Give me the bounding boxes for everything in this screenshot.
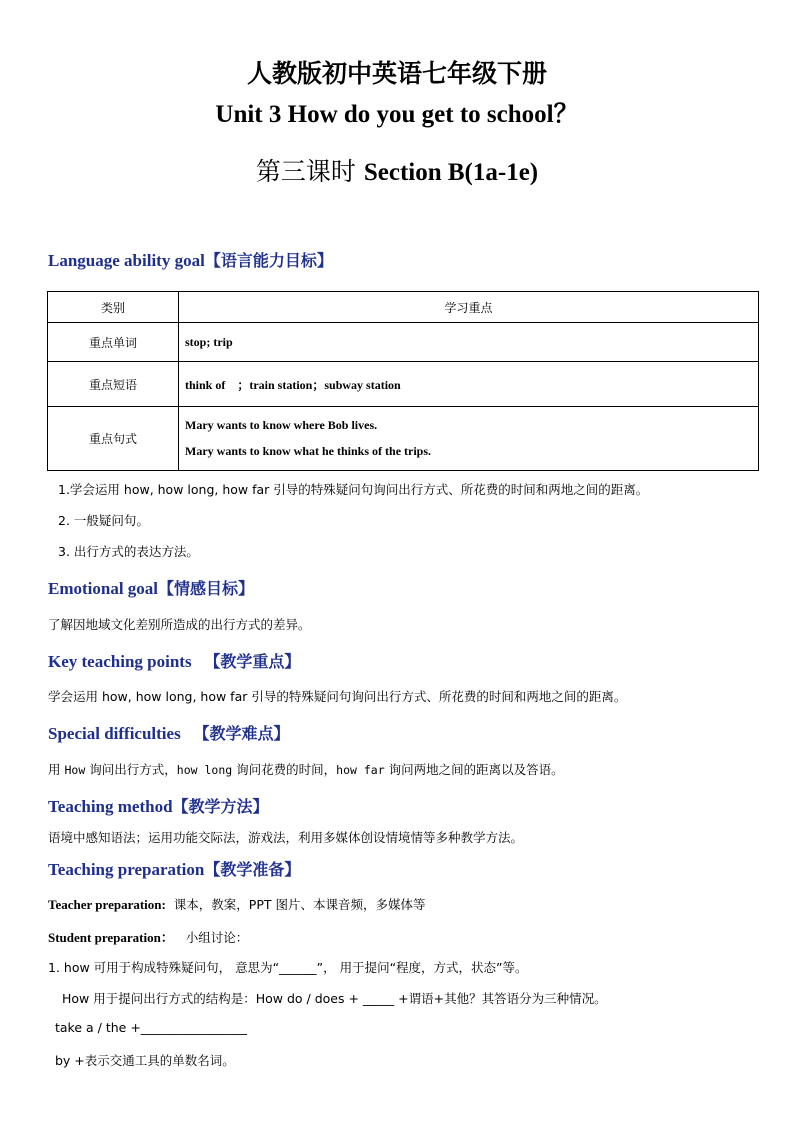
note-line: 1. how 可用于构成特殊疑问句， 意思为“______”， 用于提问“程度，方式，状态”等。 (48, 960, 528, 975)
student-text: 小组讨论： (185, 930, 249, 945)
note-line: by +表示交通工具的单数名词。 (55, 1053, 235, 1068)
difficulties-heading (48, 721, 289, 744)
student-label: Student preparation： (48, 930, 174, 945)
table-cell-text: think of ；train station；subway station (185, 377, 401, 392)
table-cell-text: stop; trip (185, 334, 233, 349)
heading-en: Key teaching points (48, 652, 192, 671)
emotional-goal-text: 了解因地域文化差别所造成的出行方式的差异。 (48, 617, 311, 632)
lesson-title-cn: 第三课时 (255, 157, 356, 186)
lesson-title-en: Section B(1a-1e) (363, 159, 539, 186)
table-row (48, 362, 759, 407)
heading-cn: 【语言能力目标】 (204, 251, 333, 270)
keyword: How (64, 763, 86, 777)
heading-cn: 【教学难点】 (193, 724, 290, 743)
lesson-title (0, 152, 794, 188)
table-cell-content (179, 323, 759, 362)
teacher-text: 课本，教案，PPT 图片、本课音频，多媒体等 (173, 897, 426, 912)
preparation-heading (48, 857, 300, 880)
heading-cn: 【教学重点】 (204, 652, 301, 671)
goal-point: 3. 出行方式的表达方法。 (58, 544, 199, 559)
goal-point: 2. 一般疑问句。 (58, 513, 149, 528)
difficulties-text (48, 760, 564, 778)
key-points-heading (48, 649, 300, 672)
text-part: 询问出行方式， (89, 762, 177, 777)
language-goal-heading (48, 248, 333, 271)
heading-en: Language ability goal (48, 251, 205, 270)
heading-en: Special difficulties (48, 724, 181, 743)
heading-cn: 【情感目标】 (158, 579, 255, 598)
note-line: How 用于提问出行方式的结构是：How do / does + _____ +谓语+其他？其答语分为三种情况。 (62, 991, 607, 1006)
text-part: 询问两地之间的距离以及答语。 (388, 762, 564, 777)
keyword: how far (336, 763, 385, 777)
emotional-goal-heading (48, 576, 254, 599)
method-heading (48, 794, 269, 817)
teacher-label: Teacher preparation: (48, 897, 166, 912)
table-cell-line: Mary wants to know what he thinks of the trips. (185, 444, 432, 458)
table-row (48, 407, 759, 471)
unit-title: Unit 3 How do you get to school？ (215, 101, 579, 128)
table-cell-content (179, 407, 759, 471)
table-cell-category: 重点单词 (48, 323, 179, 362)
goal-point: 1.学会运用 how, how long, how far 引导的特殊疑问句询问出行方式、所花费的时间和两地之间的距离。 (58, 482, 649, 497)
note-line: take a / the +_________________ (55, 1020, 248, 1035)
table-header-row (48, 292, 759, 323)
table-header-focus: 学习重点 (179, 292, 759, 323)
student-preparation (48, 927, 248, 946)
table-cell-category: 重点句式 (48, 407, 179, 471)
heading-cn: 【教学方法】 (172, 797, 269, 816)
text-part: 用 (48, 762, 61, 777)
heading-en: Teaching method (48, 797, 173, 816)
method-text: 语境中感知语法；运用功能交际法，游戏法，利用多媒体创设情境情等多种教学方法。 (48, 830, 524, 845)
heading-en: Emotional goal (48, 579, 159, 598)
heading-en: Teaching preparation (48, 860, 205, 879)
table-cell-content (179, 362, 759, 407)
table-header-category: 类别 (48, 292, 179, 323)
table-row (48, 323, 759, 362)
goal-table (47, 291, 759, 471)
text-part: 询问花费的时间， (236, 762, 337, 777)
document-title: 人教版初中英语七年级下册 (246, 59, 547, 88)
table-cell-category: 重点短语 (48, 362, 179, 407)
key-points-text: 学会运用 how, how long, how far 引导的特殊疑问句询问出行方式、所花费的时间和两地之间的距离。 (48, 689, 627, 704)
teacher-preparation (48, 895, 425, 913)
keyword: how long (176, 763, 233, 777)
heading-cn: 【教学准备】 (204, 860, 301, 879)
table-cell-line: Mary wants to know where Bob lives. (185, 418, 378, 432)
